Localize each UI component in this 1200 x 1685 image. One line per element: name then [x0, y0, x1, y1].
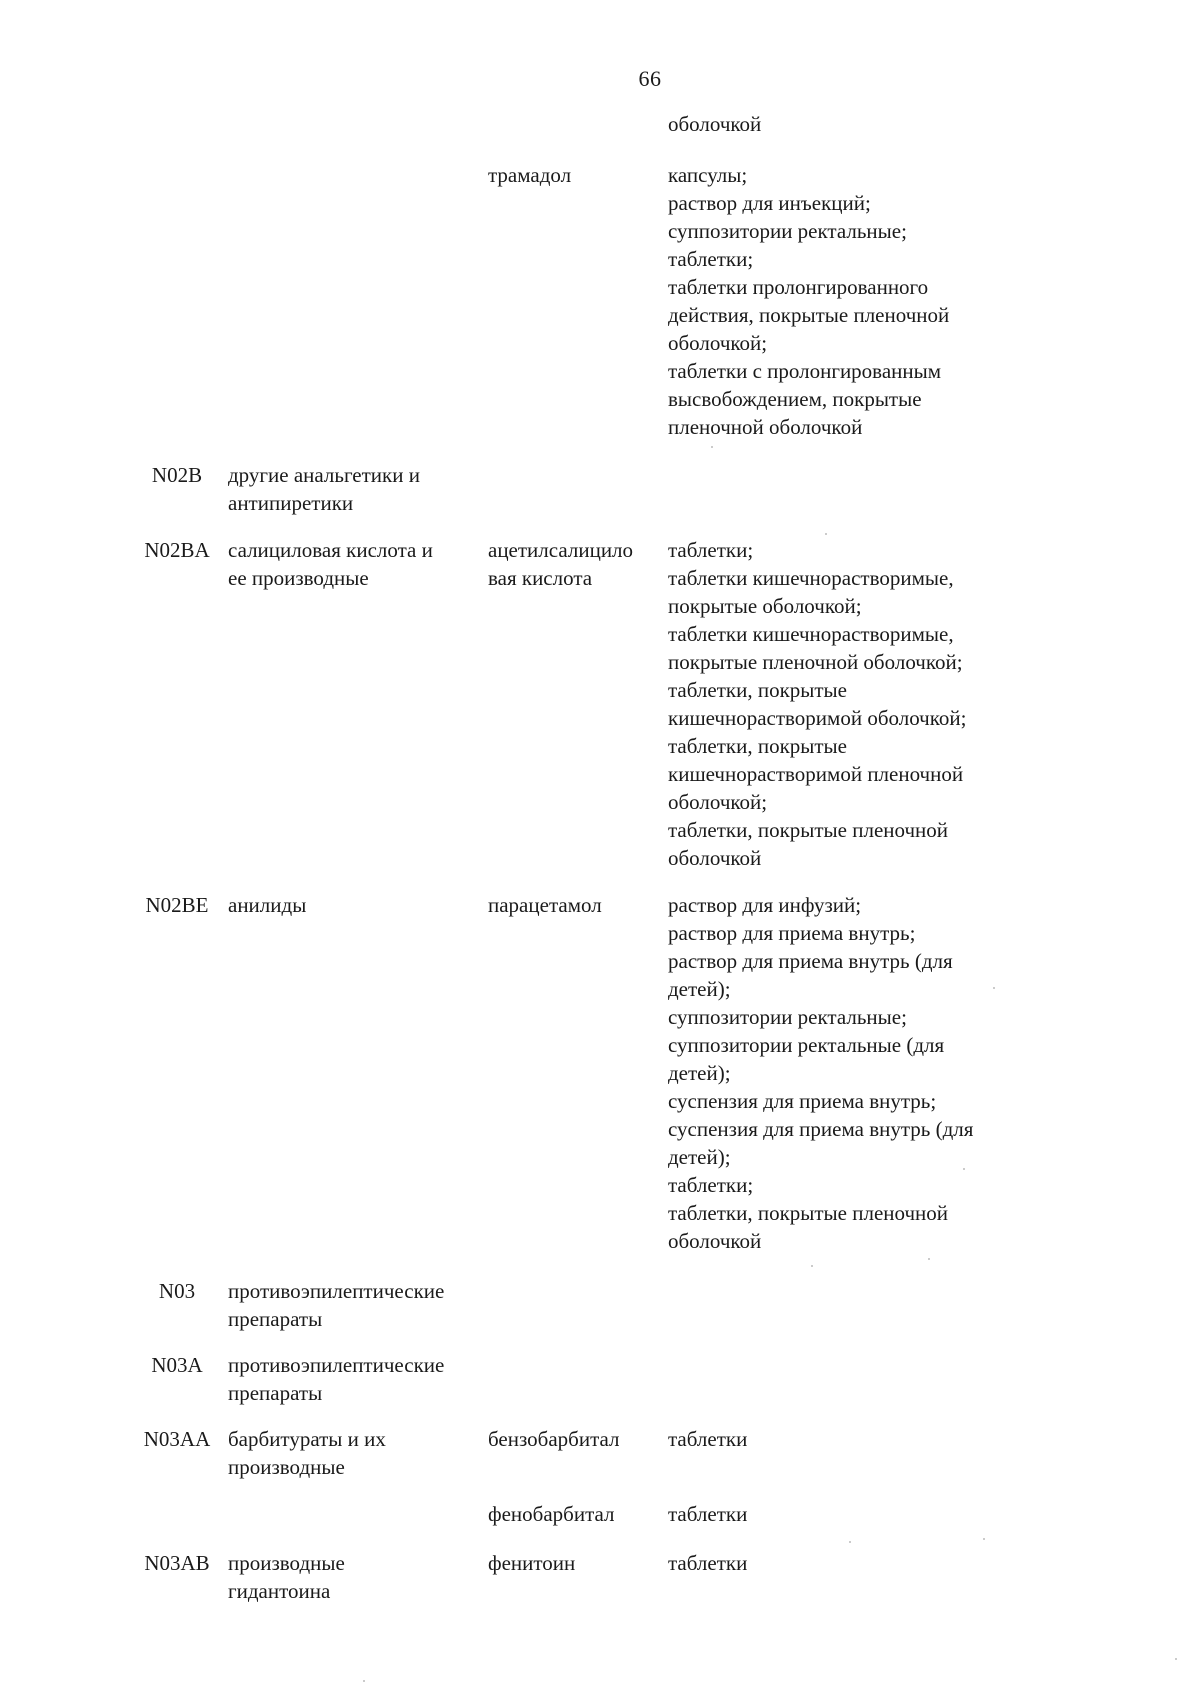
drug-name-cell: бензобарбитал	[488, 1427, 620, 1451]
dosage-forms-cell: капсулы; раствор для инъекций; суппозитории ректальные; таблетки; таблетки пролонгированного действия, покрытые пленочной оболочкой; таблетки с пролонгированным высвобождением, покрытые пленочной оболочкой	[668, 163, 950, 439]
dosage-forms-cell: таблетки	[668, 1502, 748, 1526]
group-name-cell: салициловая кислота и ее производные	[228, 538, 433, 590]
group-name-cell: противоэпилептические препараты	[228, 1279, 445, 1331]
atc-code-cell: N03AB	[144, 1551, 210, 1575]
drug-name-cell: трамадол	[488, 163, 572, 187]
dosage-forms-cell: таблетки	[668, 1427, 748, 1451]
scan-speck	[928, 1258, 930, 1260]
scan-speck	[363, 1680, 365, 1682]
dosage-forms-cell: таблетки; таблетки кишечнорастворимые, покрытые оболочкой; таблетки кишечнорастворимые, покрытые пленочной оболочкой; таблетки, покрытые кишечнорастворимой оболочкой; таблетки, покрытые кишечнорастворимой пленочной оболочкой; таблетки, покрытые пленочной оболочкой	[668, 538, 967, 870]
dosage-forms-cell: раствор для инфузий; раствор для приема внутрь; раствор для приема внутрь (для детей); суппозитории ректальные; суппозитории ректальные (для детей); суспензия для приема внутрь; суспензия для приема внутрь (для детей); таблетки; таблетки, покрытые пленочной оболочкой	[668, 893, 974, 1253]
scan-speck	[1175, 1658, 1177, 1660]
page-number: 66	[638, 66, 662, 91]
group-name-cell: анилиды	[228, 893, 307, 917]
scan-speck	[963, 1168, 965, 1170]
scan-speck	[993, 987, 995, 989]
dosage-forms-cell: таблетки	[668, 1551, 748, 1575]
drug-name-cell: ацетилсалицило вая кислота	[488, 538, 634, 590]
scan-speck	[825, 533, 827, 535]
atc-code-cell: N02BE	[145, 893, 209, 917]
group-name-cell: другие анальгетики и антипиретики	[228, 463, 420, 515]
drug-name-cell: парацетамол	[488, 893, 602, 917]
atc-code-cell: N03	[158, 1279, 196, 1303]
atc-code-cell: N03A	[151, 1353, 203, 1377]
atc-code-cell: N02BA	[144, 538, 210, 562]
drug-name-cell: фенитоин	[488, 1551, 576, 1575]
scan-speck	[983, 1538, 985, 1540]
group-name-cell: производные гидантоина	[228, 1551, 345, 1603]
dosage-forms-cell: оболочкой	[668, 112, 762, 136]
group-name-cell: противоэпилептические препараты	[228, 1353, 445, 1405]
scan-speck	[811, 1265, 813, 1267]
group-name-cell: барбитураты и их производные	[228, 1427, 386, 1479]
scan-speck	[711, 446, 713, 448]
atc-code-cell: N03AA	[143, 1427, 211, 1451]
drug-name-cell: фенобарбитал	[488, 1502, 615, 1526]
scan-speck	[849, 1541, 851, 1543]
atc-code-cell: N02B	[151, 463, 203, 487]
